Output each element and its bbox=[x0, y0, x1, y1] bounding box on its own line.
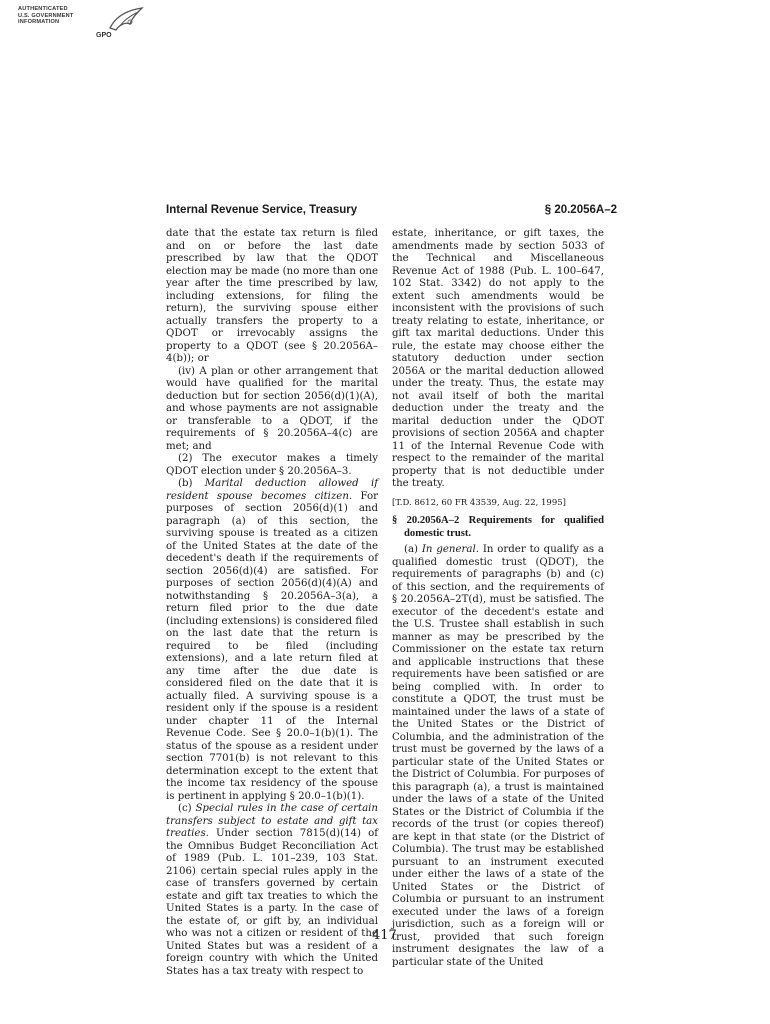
page-header bbox=[166, 204, 617, 220]
stamp-line-authenticated: AUTHENTICATED bbox=[18, 6, 68, 12]
right-column bbox=[392, 228, 604, 969]
paragraph-c bbox=[166, 803, 378, 978]
paragraph-heading: In general. bbox=[421, 544, 479, 555]
stamp-line-information: INFORMATION bbox=[18, 19, 60, 26]
stamp-text bbox=[18, 6, 74, 26]
section-title: § 20.2056A–2 Requirements for qualified domestic trust. bbox=[392, 515, 604, 539]
paragraph-heading: Special rules in the case of certain transfers subject to estate and gift tax treaties. bbox=[166, 803, 378, 839]
paragraph-heading: Marital deduction allowed if resident spouse becomes citizen. bbox=[166, 478, 378, 502]
citation: [T.D. 8612, 60 FR 43539, Aug. 22, 1995] bbox=[392, 497, 566, 508]
paragraph-b bbox=[166, 478, 378, 803]
header-section: § 20.2056A–2 bbox=[544, 204, 617, 216]
paragraph-a bbox=[392, 544, 604, 969]
header-agency: Internal Revenue Service, Treasury bbox=[166, 204, 358, 216]
paragraph: date that the estate tax return is filed and on or before the last date prescribed by law that the QDOT election may be made (no more than one year after the time prescribed by law, including extensions, for filing the return), the surviving spouse either actually transfers the property to a QDOT or irrevocably assigns the property to a QDOT (see § 20.2056A–4(b)); or bbox=[166, 228, 378, 364]
page-number: 417 bbox=[372, 928, 397, 943]
stamp-gpo: GPO bbox=[96, 32, 112, 39]
left-column bbox=[166, 228, 378, 978]
paragraph: (iv) A plan or other arrangement that would have qualified for the marital deduction but for section 2056(d)(1)(A), and whose payments are not assignable or transferable to a QDOT, if the requirements of § 20.2056A–4(c) are met; and bbox=[166, 365, 378, 452]
paragraph-label: (a) bbox=[404, 544, 419, 555]
authentication-stamp bbox=[18, 6, 148, 54]
eagle-seal-icon bbox=[106, 6, 146, 36]
paragraph-label: (c) bbox=[178, 803, 192, 814]
paragraph-body: For purposes of section 2056(d)(1) and paragraph (a) of this section, the surviving spouse is treated as a citizen of the United States at the date of the decedent's death if the requirements of section 2056(d)(4) are satisfied. For purposes of section 2056(d)(4)(A) and notwithstanding § 20.2056A–3(a), a return filed prior to the due date (including extensions) is considered filed on the last date that the return is required to be filed (including extensions), and a late return filed at any time after the due date is considered filed on the date that it is actually filed. A surviving spouse is a resident only if the spouse is a resident under chapter 11 of the Internal Revenue Code. See § 20.0–1(b)(1). The status of the spouse as a resident under section 7701(b) is not relevant to this determination except to the extent that the income tax residency of the spouse is pertinent in applying § 20.0–1(b)(1). bbox=[166, 490, 378, 802]
stamp-line-government: U.S. GOVERNMENT bbox=[18, 12, 74, 19]
paragraph-body: In order to qualify as a qualified domestic trust (QDOT), the requirements of paragraphs (b) and (c) of this section, and the requirements of § 20.2056A–2T(d), must be satisfied. The executor of the decedent's estate and the U.S. Trustee shall establish in such manner as may be prescribed by the Commissioner on the estate tax return and applicable instructions that these requirements have been satisfied or are being complied with. In order to constitute a QDOT, the trust must be maintained under the laws of a state of the United States or the District of Columbia, and the administration of the trust must be governed by the laws of a particular state of the United States or the District of Columbia. For purposes of this paragraph (a), a trust is maintained under the laws of a state of the United States or the District of Columbia if the records of the trust (or copies thereof) are kept in that state (or the District of Columbia). The trust may be established pursuant to an instrument executed under either the laws of a state of the United States or the District of Columbia or pursuant to an instrument executed under the laws of a foreign jurisdiction, such as a foreign will or trust, provided that such foreign instrument designates the law of a particular state of the United bbox=[392, 544, 604, 968]
paragraph-body: Under section 7815(d)(14) of the Omnibus Budget Reconciliation Act of 1989 (Pub. L. 101–239, 103 Stat. 2106) certain special rules apply in the case of transfers governed by certain estate and gift tax treaties to which the United States is a party. In the case of the estate of, or gift by, an individual who was not a citizen or resident of the United States but was a resident of a foreign country with which the United States has a tax treaty with respect to bbox=[166, 828, 378, 977]
paragraph-label: (b) bbox=[178, 478, 193, 489]
paragraph: (2) The executor makes a timely QDOT election under § 20.2056A–3. bbox=[166, 453, 378, 477]
paragraph: estate, inheritance, or gift taxes, the amendments made by section 5033 of the Technical and Miscellaneous Revenue Act of 1988 (Pub. L. 100–647, 102 Stat. 3342) do not apply to the extent such amendments would be inconsistent with the provisions of such treaty relating to estate, inheritance, or gift tax marital deductions. Under this rule, the estate may choose either the statutory deduction under section 2056A or the marital deduction allowed under the treaty. Thus, the estate may not avail itself of both the marital deduction under the treaty and the marital deduction under the QDOT provisions of section 2056A and chapter 11 of the Internal Revenue Code with respect to the remainder of the marital property that is not deductible under the treaty. bbox=[392, 228, 604, 489]
